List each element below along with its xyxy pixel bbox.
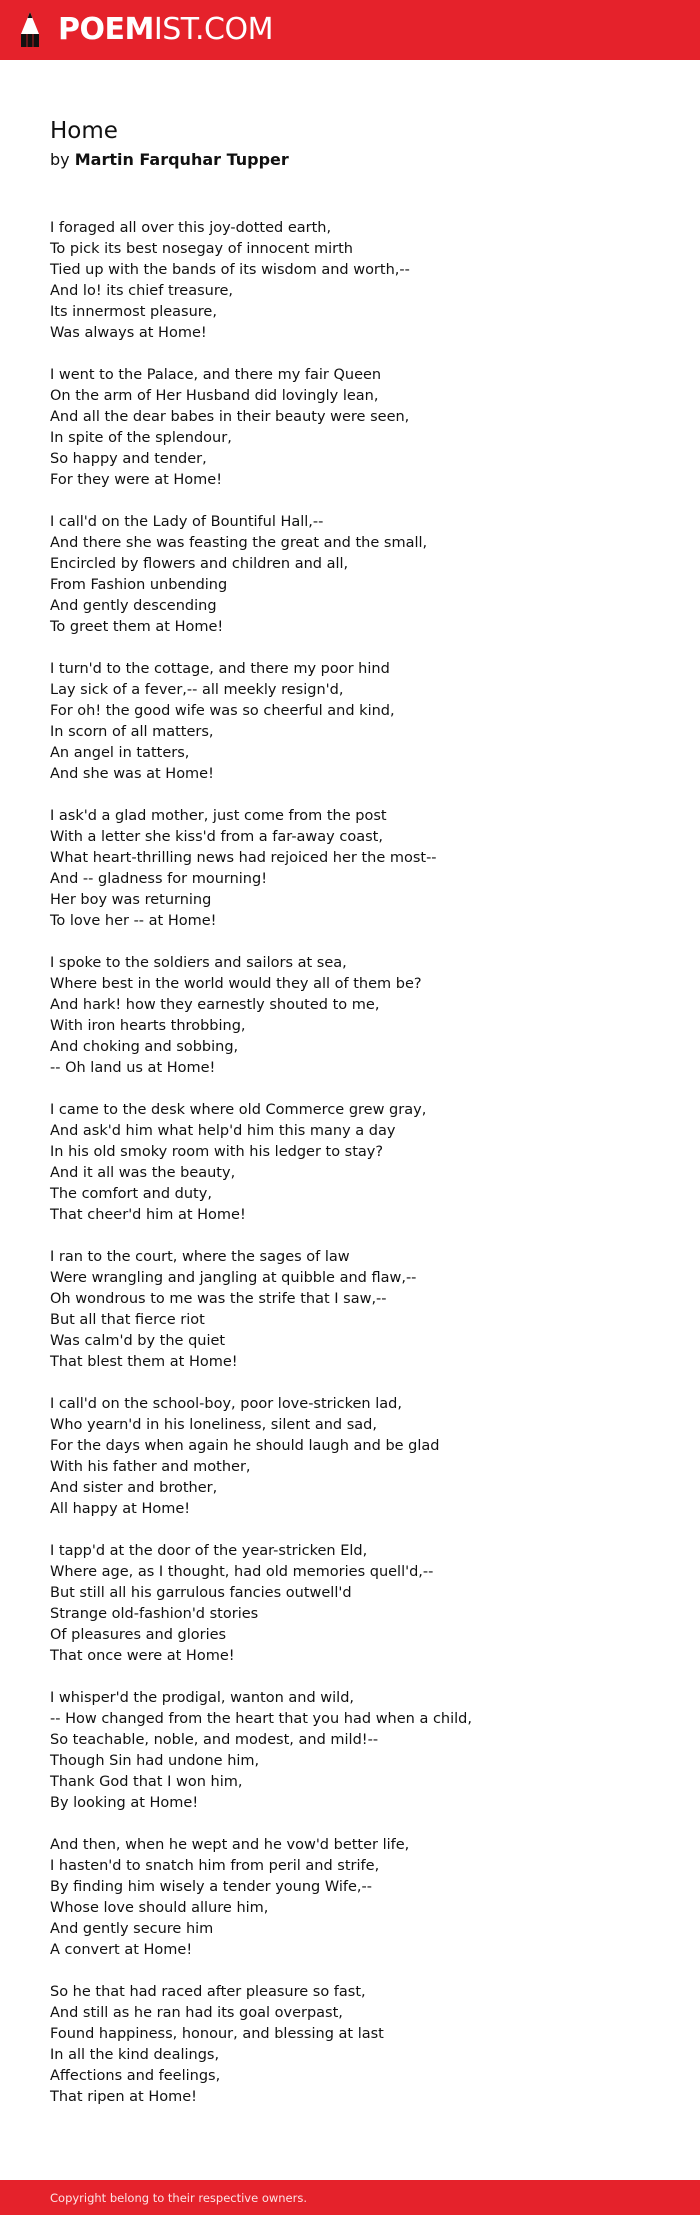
poem-line: I ask'd a glad mother, just come from the post	[50, 808, 387, 824]
author-link[interactable]: Martin Farquhar Tupper	[74, 150, 289, 169]
poem-line: Oh wondrous to me was the strife that I saw,--	[50, 1291, 387, 1307]
poem-line: I foraged all over this joy-dotted earth,	[50, 220, 332, 236]
byline	[50, 149, 650, 171]
site-logo-text	[58, 10, 273, 50]
poem-line: I call'd on the school-boy, poor love-stricken lad,	[50, 1396, 402, 1412]
poem-line: Of pleasures and glories	[50, 1627, 227, 1643]
pencil-tip-icon	[18, 10, 42, 50]
poem-line: Was calm'd by the quiet	[50, 1333, 226, 1349]
stanza	[50, 659, 650, 785]
poem-line: That cheer'd him at Home!	[50, 1207, 246, 1223]
stanza	[50, 953, 650, 1079]
poem-line: -- How changed from the heart that you had when a child,	[50, 1711, 472, 1727]
poem-line: Strange old-fashion'd stories	[50, 1606, 259, 1622]
poem-line: I turn'd to the cottage, and there my poor hind	[50, 661, 390, 677]
poem-line: An angel in tatters,	[50, 745, 190, 761]
poem-content	[50, 115, 650, 2129]
site-footer	[0, 2180, 700, 2215]
poem-line: In all the kind dealings,	[50, 2047, 220, 2063]
poem-line: In spite of the splendour,	[50, 430, 232, 446]
poem-line: I hasten'd to snatch him from peril and strife,	[50, 1858, 380, 1874]
poem-line: And gently secure him	[50, 1921, 214, 1937]
poem-line: So happy and tender,	[50, 451, 207, 467]
poem-line: For the days when again he should laugh and be glad	[50, 1438, 440, 1454]
poem-line: Encircled by flowers and children and all,	[50, 556, 349, 572]
poem-line: With his father and mother,	[50, 1459, 251, 1475]
poem-line: And she was at Home!	[50, 766, 214, 782]
poem-body	[50, 218, 650, 2108]
poem-line: To greet them at Home!	[50, 619, 224, 635]
poem-line: By looking at Home!	[50, 1795, 199, 1811]
poem-line: And hark! how they earnestly shouted to me,	[50, 997, 380, 1013]
poem-line: All happy at Home!	[50, 1501, 191, 1517]
poem-line: And it all was the beauty,	[50, 1165, 236, 1181]
poem-line: I spoke to the soldiers and sailors at sea,	[50, 955, 347, 971]
stanza	[50, 1541, 650, 1667]
poem-line: I whisper'd the prodigal, wanton and wild,	[50, 1690, 355, 1706]
poem-line: Was always at Home!	[50, 325, 207, 341]
stanza	[50, 1835, 650, 1961]
stanza	[50, 806, 650, 932]
stanza	[50, 1688, 650, 1814]
stanza	[50, 365, 650, 491]
poem-line: And ask'd him what help'd him this many a day	[50, 1123, 396, 1139]
poem-line: -- Oh land us at Home!	[50, 1060, 216, 1076]
poem-line: For they were at Home!	[50, 472, 223, 488]
logo-text-bold: POEM	[58, 12, 154, 47]
poem-line: And lo! its chief treasure,	[50, 283, 233, 299]
stanza	[50, 1394, 650, 1520]
poem-line: Where age, as I thought, had old memories quell'd,--	[50, 1564, 434, 1580]
poem-line: And still as he ran had its goal overpast,	[50, 2005, 343, 2021]
poem-line: And sister and brother,	[50, 1480, 218, 1496]
poem-line: In scorn of all matters,	[50, 724, 214, 740]
poem-line: That once were at Home!	[50, 1648, 235, 1664]
stanza	[50, 1982, 650, 2108]
poem-line: And then, when he wept and he vow'd better life,	[50, 1837, 410, 1853]
poem-line: And gently descending	[50, 598, 217, 614]
poem-line: With a letter she kiss'd from a far-away coast,	[50, 829, 383, 845]
poem-line: But still all his garrulous fancies outwell'd	[50, 1585, 352, 1601]
poem-line: That blest them at Home!	[50, 1354, 238, 1370]
poem-line: In his old smoky room with his ledger to stay?	[50, 1144, 384, 1160]
stanza	[50, 1100, 650, 1226]
poem-line: And there she was feasting the great and the small,	[50, 535, 428, 551]
poem-line: Where best in the world would they all of them be?	[50, 976, 422, 992]
poem-line: Whose love should allure him,	[50, 1900, 269, 1916]
poem-line: Its innermost pleasure,	[50, 304, 217, 320]
poem-line: And -- gladness for mourning!	[50, 871, 268, 887]
stanza	[50, 1247, 650, 1373]
poem-line: To love her -- at Home!	[50, 913, 217, 929]
poem-line: Tied up with the bands of its wisdom and worth,--	[50, 262, 410, 278]
poem-line: That ripen at Home!	[50, 2089, 197, 2105]
poem-line: I call'd on the Lady of Bountiful Hall,--	[50, 514, 324, 530]
poem-line: So he that had raced after pleasure so fast,	[50, 1984, 366, 2000]
poem-line: Were wrangling and jangling at quibble and flaw,--	[50, 1270, 417, 1286]
poem-line: From Fashion unbending	[50, 577, 228, 593]
poem-line: Lay sick of a fever,-- all meekly resign'd,	[50, 682, 344, 698]
copyright-text: Copyright belong to their respective owners.	[50, 2191, 308, 2205]
poem-line: What heart-thrilling news had rejoiced her the most--	[50, 850, 437, 866]
poem-line: But all that fierce riot	[50, 1312, 205, 1328]
by-label: by	[50, 150, 70, 169]
poem-title: Home	[50, 118, 118, 144]
poem-line: I ran to the court, where the sages of law	[50, 1249, 350, 1265]
stanza	[50, 512, 650, 638]
site-header	[0, 0, 700, 60]
poem-line: I went to the Palace, and there my fair Queen	[50, 367, 382, 383]
stanza	[50, 218, 650, 344]
poem-line: A convert at Home!	[50, 1942, 193, 1958]
poem-line: The comfort and duty,	[50, 1186, 212, 1202]
poem-line: Who yearn'd in his loneliness, silent and sad,	[50, 1417, 377, 1433]
poem-line: I came to the desk where old Commerce grew gray,	[50, 1102, 427, 1118]
poem-line: Her boy was returning	[50, 892, 212, 908]
poem-line: And all the dear babes in their beauty were seen,	[50, 409, 410, 425]
poem-line: So teachable, noble, and modest, and mild!--	[50, 1732, 379, 1748]
poem-line: To pick its best nosegay of innocent mirth	[50, 241, 353, 257]
poem-line: Found happiness, honour, and blessing at last	[50, 2026, 384, 2042]
poem-line: Thank God that I won him,	[50, 1774, 243, 1790]
poem-line: With iron hearts throbbing,	[50, 1018, 246, 1034]
poem-line: Though Sin had undone him,	[50, 1753, 260, 1769]
poem-line: I tapp'd at the door of the year-stricken Eld,	[50, 1543, 368, 1559]
poem-line: And choking and sobbing,	[50, 1039, 239, 1055]
poem-line: For oh! the good wife was so cheerful and kind,	[50, 703, 395, 719]
poem-line: Affections and feelings,	[50, 2068, 221, 2084]
site-logo-link[interactable]	[18, 10, 273, 50]
poem-line: By finding him wisely a tender young Wife,--	[50, 1879, 373, 1895]
poem-line: On the arm of Her Husband did lovingly lean,	[50, 388, 379, 404]
logo-text-light: IST.COM	[153, 12, 273, 47]
